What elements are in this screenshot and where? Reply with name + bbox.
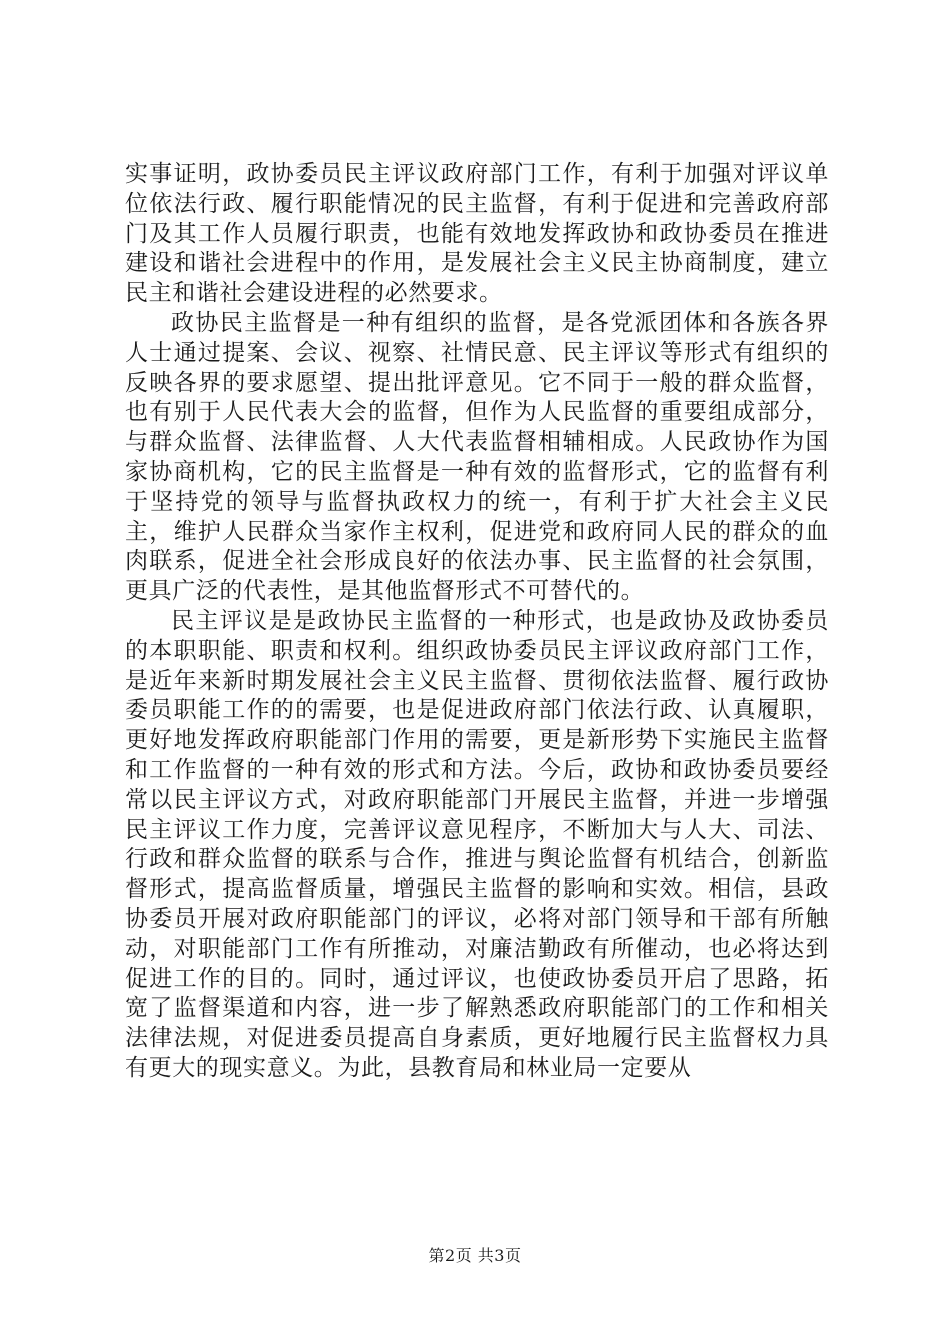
page-footer: 第2页 共3页: [428, 1246, 522, 1265]
paragraph-1: 实事证明，政协委员民主评议政府部门工作，有利于加强对评议单位依法行政、履行职能情况的民主监督，有利于促进和完善政府部门及其工作人员履行职责，也能有效地发挥政协和政协委员在推进建设和谐社会进程中的作用，是发展社会主义民主协商制度，建立民主和谐社会建设进程的必然要求。: [125, 161, 829, 307]
document-body: [125, 160, 829, 1084]
paragraph-2: 政协民主监督是一种有组织的监督，是各党派团体和各族各界人士通过提案、会议、视察、社情民意、民主评议等形式有组织的反映各界的要求愿望、提出批评意见。它不同于一般的群众监督，也有别于人民代表大会的监督，但作为人民监督的重要组成部分，与群众监督、法律监督、人大代表监督相辅相成。人民政协作为国家协商机构，它的民主监督是一种有效的监督形式，它的监督有利于坚持党的领导与监督执政权力的统一，有利于扩大社会主义民主，维护人民群众当家作主权利，促进党和政府同人民的群众的血肉联系，促进全社会形成良好的依法办事、民主监督的社会氛围，更具广泛的代表性，是其他监督形式不可替代的。: [125, 309, 829, 605]
paragraph-3: 民主评议是是政协民主监督的一种形式，也是政协及政协委员的本职职能、职责和权利。组织政协委员民主评议政府部门工作，是近年来新时期发展社会主义民主监督、贯彻依法监督、履行政协委员职能工作的的需要，也是促进政府部门依法行政、认真履职，更好地发挥政府职能部门作用的需要，更是新形势下实施民主监督和工作监督的一种有效的形式和方法。今后，政协和政协委员要经常以民主评议方式，对政府职能部门开展民主监督，并进一步增强民主评议工作力度，完善评议意见程序，不断加大与人大、司法、行政和群众监督的联系与合作，推进与舆论监督有机结合，创新监督形式，提高监督质量，增强民主监督的影响和实效。相信，县政协委员开展对政府职能部门的评议，必将对部门领导和干部有所触动，对职能部门工作有所推动，对廉洁勤政有所催动，也必将达到促进工作的目的。同时，通过评议，也使政协委员开启了思路，拓宽了监督渠道和内容，进一步了解熟悉政府职能部门的工作和相关法律法规，对促进委员提高自身素质，更好地履行民主监督权力具有更大的现实意义。为此，县教育局和林业局一定要从: [125, 607, 829, 1081]
